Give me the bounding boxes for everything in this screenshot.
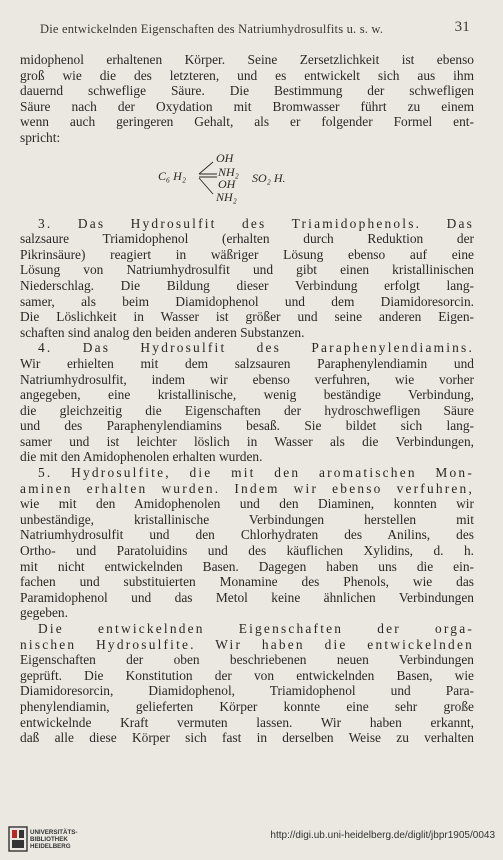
text-line: Die Löslichkeit in Wasser ist größer und seine anderen Eigen- — [20, 309, 474, 325]
paragraph-developing-properties — [20, 621, 474, 746]
text-line: gegeben. — [20, 605, 68, 621]
formula-so2h: SO₂ H. — [252, 170, 286, 185]
section-heading-line: nischen Hydrosulfite. Wir haben die entwickelnden — [20, 636, 474, 652]
text-line: Niederschlag. Die Bildung dieser Verbindung erfolgt lang- — [20, 277, 474, 293]
text-line: wenn auch geringeren Gehalt, als er folgender Formel ent- — [20, 114, 474, 130]
text-line: geprüft. Die Konstitution der von entwickelnden Basen, wie — [20, 667, 474, 683]
text-line: und des Paraphenylendiamins besaß. Sie bildet sich lang- — [20, 418, 474, 434]
formula-nh2-bottom: NH₂ — [216, 189, 237, 204]
paragraph-continuation — [20, 52, 474, 146]
text-line: unbeständige, kristallinische Verbindungen herstellen mit — [20, 511, 474, 527]
text-line: Natriumhydrosulfit und den Chlorhydraten des Anilins, des — [20, 527, 474, 543]
text-line: phenylendiamin, gelieferten Körper konnte eine sehr große — [20, 698, 474, 714]
paragraph-paraphenylendiamin — [20, 340, 474, 465]
text-line: wie mit den Amidophenolen und den Diaminen, konnten wir — [20, 496, 474, 512]
text-line: Eigenschaften der oben beschriebenen neuen Verbindungen — [20, 652, 474, 668]
paragraph-triamidophenol — [20, 216, 474, 341]
library-logo-icon — [8, 826, 28, 852]
text-line: Diamidoresorcin, Diamidophenol, Triamidophenol und Para- — [20, 683, 474, 699]
text-line: samer und ist leichter löslich in Wasser als die Verbindungen, — [20, 433, 474, 449]
text-line: Wir erhielten mit dem salzsauren Paraphenylendiamin und — [20, 355, 474, 371]
text-line: Pikrinsäure) reagiert in wäßriger Lösung ebenso auf eine — [20, 246, 474, 262]
digitization-footer — [0, 822, 503, 860]
section-heading-line: 4. Das Hydrosulfit des Paraphenylendiamins. — [38, 340, 474, 356]
section-heading-line: 5. Hydrosulfite, die mit den aromatischen Mon- — [38, 465, 474, 481]
text-line: dauernd schweflige Säure. Die Bestimmung der schwefligen — [20, 83, 474, 99]
text-line: Paramidophenol und das Metol keine ähnlichen Verbindungen — [20, 589, 474, 605]
text-line: salzsaure Triamidophenol (erhalten durch Reduktion der — [20, 231, 474, 247]
text-line: mit nicht entwickelnden Basen. Dagegen haben uns die ein- — [20, 558, 474, 574]
text-line: samer, als beim Diamidophenol und dem Diamidoresorcin. — [20, 293, 474, 309]
library-name-line: HEIDELBERG — [30, 843, 71, 850]
formula-bonds — [20, 150, 474, 208]
page-number: 31 — [454, 19, 470, 35]
text-line: fachen und substituierten Monamine des Phenols, wie das — [20, 574, 474, 590]
text-line: Lösung von Natriumhydrosulfit und gibt einen kristallinischen — [20, 262, 474, 278]
text-line: daß alle diese Körper sich fast in derselben Weise zu verhalten — [20, 730, 474, 746]
chemical-formula — [20, 150, 474, 208]
library-name — [30, 829, 90, 850]
text-line: spricht: — [20, 129, 61, 145]
paragraph-monamine — [20, 465, 474, 621]
text-line: schaften sind analog den beiden anderen Substanzen. — [20, 324, 305, 340]
source-url-link[interactable]: http://digi.ub.uni-heidelberg.de/diglit/jbpr1905/0043 — [270, 830, 495, 841]
text-line: entwickelnde Kraft vermuten lassen. Wir haben erkannt, — [20, 714, 474, 730]
formula-oh-mid: OH — [218, 176, 236, 191]
text-line: Säure nach der Oxydation mit Bromwasser führt zu einem — [20, 98, 474, 114]
library-name-line: BIBLIOTHEK — [30, 836, 68, 843]
formula-c6h2: C₆ H₂ — [158, 168, 187, 183]
text-line: midophenol erhaltenen Körper. Seine Zersetzlichkeit ist ebenso — [20, 52, 474, 67]
library-name-line: UNIVERSITÄTS- — [30, 829, 78, 836]
text-line: Ortho- und Paratoluidins und des käuflichen Xylidins, d. h. — [20, 543, 474, 559]
formula-nh2-mid: NH₂ — [218, 164, 239, 179]
text-line: die mit den Amidophenolen erhalten wurden. — [20, 449, 263, 465]
section-heading-line: aminen erhalten wurden. Indem wir ebenso verfuhren, — [20, 480, 474, 496]
running-head-title: Die entwickelnden Eigenschaften des Natriumhydrosulfits u. s. w. — [40, 22, 384, 36]
body-text — [20, 52, 474, 746]
text-line: die gleichzeitig die Eigenschaften der hydroschwefligen Säure — [20, 402, 474, 418]
text-line: angegeben, eine kristallinische, wenig beständige Verbindung, — [20, 387, 474, 403]
section-heading-line: Die entwickelnden Eigenschaften der orga- — [38, 621, 474, 636]
text-line: groß wie die des letzteren, und es entwickelt sich aus ihm — [20, 67, 474, 83]
formula-oh-top: OH — [216, 150, 234, 165]
section-heading-line: 3. Das Hydrosulfit des Triamidophenols. Das — [38, 215, 474, 231]
running-head — [40, 19, 470, 37]
text-line: Natriumhydrosulfit, indem wir ebenso verfuhren, wie vorher — [20, 371, 474, 387]
